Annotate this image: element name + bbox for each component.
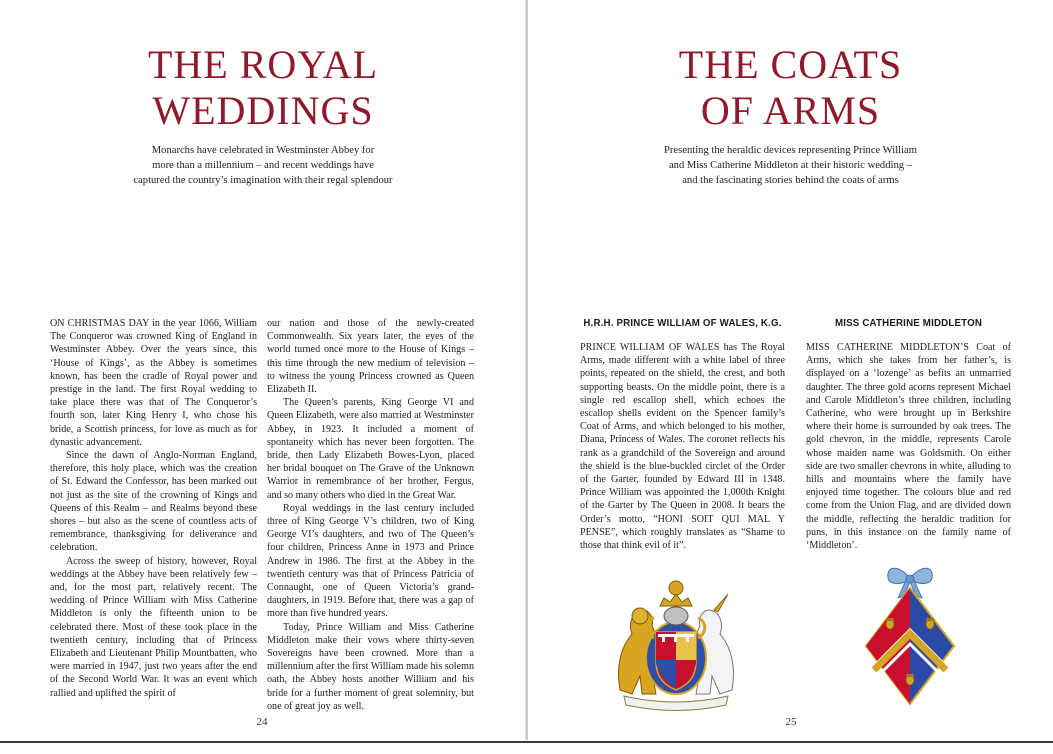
left-page-title [0,42,526,134]
catherine-middleton-section [806,318,1011,552]
subtitle-line: more than a millennium – and recent weddings have [152,160,374,171]
title-line: THE ROYAL [147,42,379,87]
body-column-1 [50,317,257,700]
royal-coat-of-arms-icon [610,572,742,712]
section-heading: MISS CATHERINE MIDDLETON [834,318,983,329]
body-column-2 [267,317,474,713]
middleton-coat-of-arms-icon [858,558,962,708]
paragraph: Royal weddings in the last century included three of King George V’s children, two of King George VI’s daughters, and two of The Queen’s four children, Princess Anne in 1973 and Prince Andrew in 1986. The first at the Abbey in the twentieth century was that of Princess Patricia of Connaught, one of Queen Victoria’s grand-daughters, in 1919. Before that, there was a gap of more than five hundred years. [267,502,474,620]
right-page-title [528,42,1053,134]
right-page-subtitle [528,143,1053,188]
section-text: PRINCE WILLIAM OF WALES has The Royal Arms, made different with a white label of three points, repeated on the shield, the crest, and both supporting beasts. On the middle point, there is a single red escallop shell, which echoes the escallop shells evident on the Spencer family’s Coat of Arms, and which belonged to his mother, Diana, Princess of Wales. The coronet reflects his rank as a grandchild of the Sovereign and around the shield is the blue-buckled circlet of the Order of the Garter, founded by Edward III in 1348. Prince William was appointed the 1,000th Knight of the Garter by The Queen in 2008. It bears the Order’s motto, “HONI SOIT QUI MAL Y PENSE”, which roughly translates as “Shame to those that think evil of it”. [580,342,785,552]
subtitle-line: and the fascinating stories behind the coats of arms [682,175,899,186]
paragraph: The Queen’s parents, King George VI and Queen Elizabeth, were also married at Westminster Abbey, in 1923. It included a moment of spontaneity which has never been forgotten. The bride, then Lady Elizabeth Bowes-Lyon, placed her bridal bouquet on The Grave of the Unknown Warrior in remembrance of her brother, Fergus, and so many others who died in the Great War. [267,397,474,501]
right-page [528,0,1053,754]
page-number: 24 [256,716,268,728]
paragraph: our nation and those of the newly-created Commonwealth. Six years later, the eyes of the world turned once more to the House of Kings – this time through the new medium of television – to witness the young Princess crowned as Queen Elizabeth II. [267,318,474,396]
subtitle-line: captured the country’s imagination with their regal splendour [133,175,393,186]
left-page [0,0,526,754]
paragraph: Across the sweep of history, however, Royal weddings at the Abbey have been relatively few – and, for the most part, relatively recent. The wedding of Prince William with Miss Catherine Middleton is only the fifteenth union to be celebrated there. Most of these took place in the twentieth century, including that of Princess Elizabeth and Lieutenant Philip Mountbatten, who were married in 1947, just two years after the end of the Second World War. It was an event which rallied and uplifted the spirit of [50,555,257,699]
title-line: OF ARMS [700,88,881,133]
paragraph: Today, Prince William and Miss Catherine Middleton make their vows where thirty-seven Sovereigns have been crowned. More than a millennium after the first William made his solemn oath, the Abbey hosts another William and his bride for a further moment of great solemnity, but one of great joy as well. [267,621,474,712]
paragraph: ON CHRISTMAS DAY in the year 1066, William The Conqueror was crowned King of England in Westminster Abbey. Over the years since, this ‘House of Kings’, as the Abbey is sometimes known, has been the cradle of Royal power and prestige in the land. The first Royal wedding to take place there was that of The Conqueror’s fourth son, later King Henry I, who chose his bride, a Scottish princess, for love as much as for dynastic advancement. [50,318,257,448]
prince-william-section [580,318,785,552]
section-heading: H.R.H. PRINCE WILLIAM OF WALES, K.G. [583,318,782,329]
page-edge-line [0,741,1053,743]
paragraph: Since the dawn of Anglo-Norman England, therefore, this holy place, which was the creation of St. Edward the Confessor, has been marked out not just as the site of the crowning of Kings and Queens of this Realm – and Realms beyond these shores – but also as the scene of countless acts of remembrance, thanksgiving for deliverance and celebration. [50,450,257,554]
title-line: THE COATS [678,42,903,87]
page-number: 25 [785,716,797,728]
section-text: MISS CATHERINE MIDDLETON’S Coat of Arms, which she takes from her father’s, is displayed on a ‘lozenge’ as befits an unmarried daughter. The three gold acorns represent Michael and Carole Middleton’s three children, including Catherine, who were brought up in Berkshire where their home is surrounded by oak trees. The gold chevron, in the middle, represents Carole whose maiden name was Goldsmith. On either side are two smaller chevrons in white, alluding to hills and mountains where the family have enjoyed time together. The colours blue and red come from the Union Flag, and are divided down the middle, reflecting the heraldic tradition for puns, in this instance on the family name of ‘Middleton’. [806,342,1011,552]
subtitle-line: and Miss Catherine Middleton at their historic wedding – [668,160,913,171]
subtitle-line: Monarchs have celebrated in Westminster Abbey for [151,145,375,156]
left-page-subtitle [0,143,526,188]
title-line: WEDDINGS [152,88,374,133]
subtitle-line: Presenting the heraldic devices representing Prince William [664,145,917,156]
